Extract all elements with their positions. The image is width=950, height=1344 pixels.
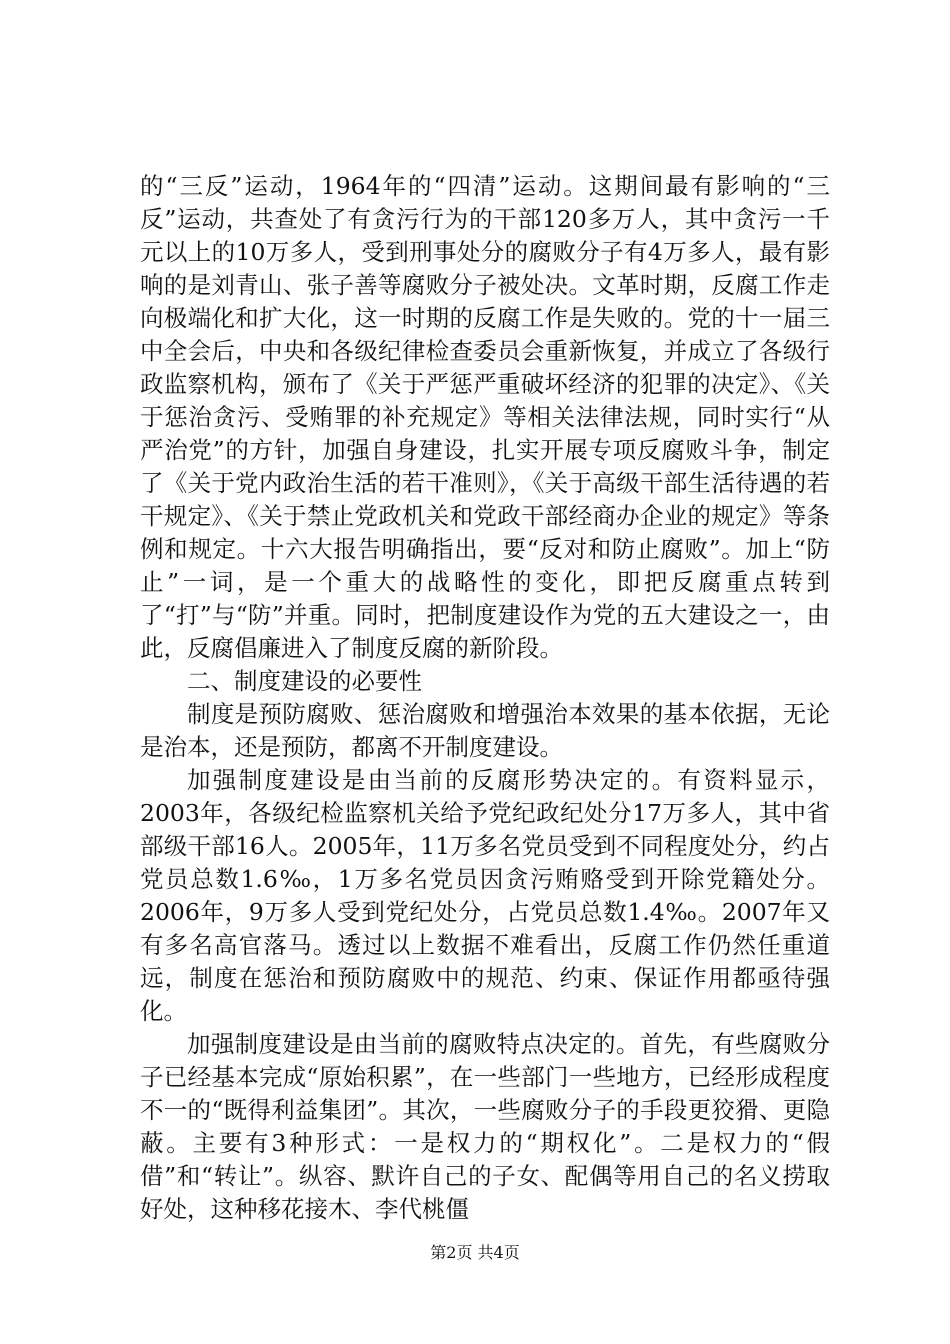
body-text <box>140 170 830 1226</box>
page-number: 第2页 <box>430 1243 473 1262</box>
paragraph-3: 加强制度建设是由当前的反腐形势决定的。有资料显示，2003年，各级纪检监察机关给予党纪政纪处分17万多人，其中省部级干部16人。2005年，11万多名党员受到不同程度处分，约占党员总数1.6‰，1万多名党员因贪污贿赂受到开除党籍处分。2006年，9万多人受到党纪处分，占党员总数1.4‰。2007年又有多名高官落马。透过以上数据不难看出，反腐工作仍然任重道远，制度在惩治和预防腐败中的规范、约束、保证作用都亟待强化。 <box>140 766 830 1025</box>
page-footer <box>0 1240 950 1263</box>
paragraph-1: 的“三反”运动，1964年的“四清”运动。这期间最有影响的“三反”运动，共查处了有贪污行为的干部120多万人，其中贪污一千元以上的10万多人，受到刑事处分的腐败分子有4万多人，最有影响的是刘青山、张子善等腐败分子被处决。文革时期，反腐工作走向极端化和扩大化，这一时期的反腐工作是失败的。党的十一届三中全会后，中央和各级纪律检查委员会重新恢复，并成立了各级行政监察机构，颁布了《关于严惩严重破坏经济的犯罪的决定》、《关于惩治贪污、受贿罪的补充规定》等相关法律法规，同时实行“从严治党”的方针，加强自身建设，扎实开展专项反腐败斗争，制定了《关于党内政治生活的若干准则》，《关于高级干部生活待遇的若干规定》、《关于禁止党政机关和党政干部经商办企业的规定》等条例和规定。十六大报告明确指出，要“反对和防止腐败”。加上“防止”一词，是一个重大的战略性的变化，即把反腐重点转到了“打”与“防”并重。同时，把制度建设作为党的五大建设之一，由此，反腐倡廉进入了制度反腐的新阶段。 <box>140 172 830 662</box>
section-heading: 二、制度建设的必要性 <box>187 667 422 695</box>
paragraph-4: 加强制度建设是由当前的腐败特点决定的。首先，有些腐败分子已经基本完成“原始积累”，在一些部门一些地方，已经形成程度不一的“既得利益集团”。其次，一些腐败分子的手段更狡猾、更隐蔽。主要有3种形式：一是权力的“期权化”。二是权力的“假借”和“转让”。纵容、默许自己的子女、配偶等用自己的名义捞取好处，这种移花接木、李代桃僵 <box>140 1030 830 1223</box>
paragraph-2: 制度是预防腐败、惩治腐败和增强治本效果的基本依据，无论是治本，还是预防，都离不开制度建设。 <box>140 700 830 761</box>
page-total: 共4页 <box>477 1243 520 1262</box>
